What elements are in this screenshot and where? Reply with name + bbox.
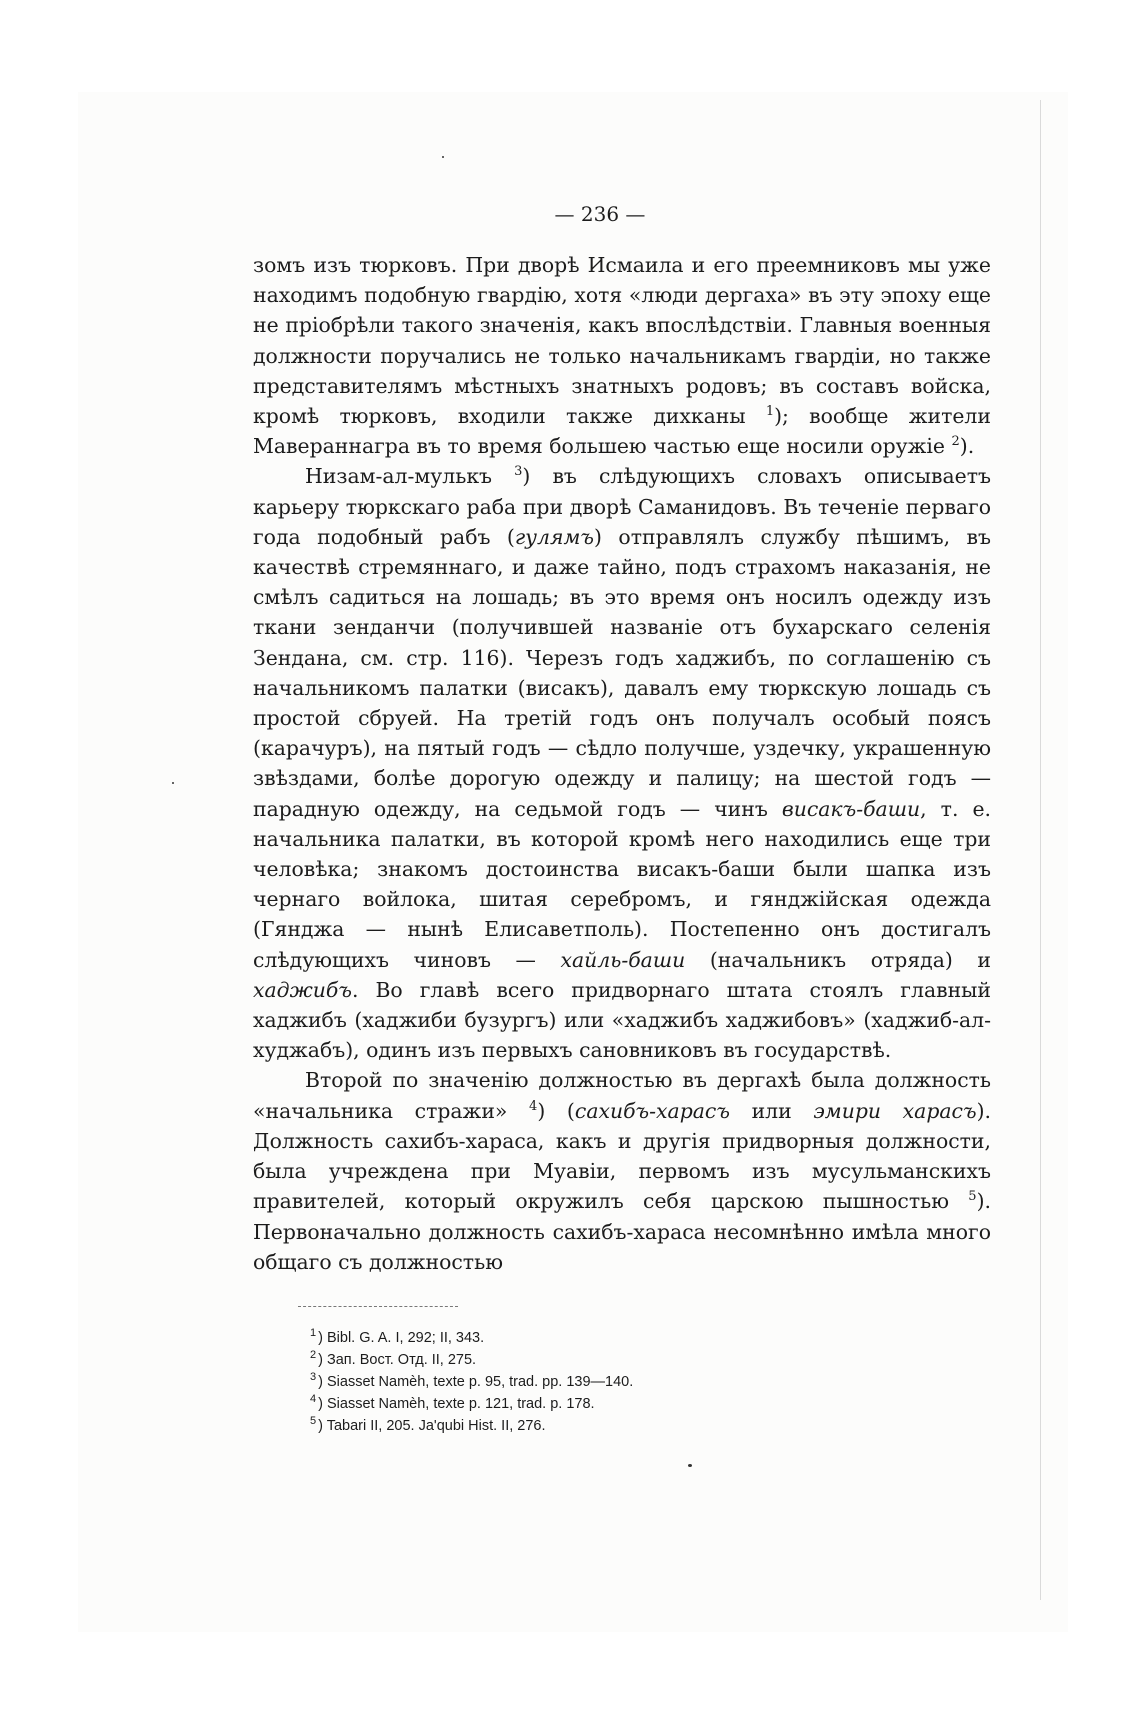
text-run: ) отправлялъ службу пѣшимъ, въ качествѣ стремяннаго, и даже тайно, подъ страхомъ наказанія, не смѣлъ садиться на лошадь; въ это время онъ носилъ одежду изъ ткани зенданчи (получившей названіе отъ бухарскаго селенія Зендана, см. стр. 116). Черезъ годъ хаджибъ, по соглашенію съ начальникомъ палатки (висакъ), давалъ ему тюркскую лошадь съ простой сбруей. На третій годъ онъ получалъ особый поясъ (карачуръ), на пятый годъ — сѣдло получше, уздечку, украшенную звѣздами, болѣе дорогую одежду и палицу; на шестой годъ — парадную одежду, на седьмой годъ — чинъ <box>253 524 991 821</box>
footnote-text: ) Bibl. G. A. I, 292; II, 343. <box>318 1330 485 1346</box>
italic-term: гулямъ <box>514 524 594 549</box>
text-run: , т. е. начальника палатки, въ которой кромѣ него находились еще три человѣка; знакомъ достоинства висакъ-баши были шапка изъ чернаго войлока, шитая серебромъ, и гянджійская одежда (Гянджа — нынѣ Елисаветполь). Постепенно онъ достигалъ слѣдующихъ чиновъ — <box>253 796 991 972</box>
italic-term: сахибъ-харасъ <box>574 1098 730 1123</box>
italic-term: хайль-баши <box>560 947 686 972</box>
italic-term: висакъ-баши <box>781 796 921 821</box>
footnote <box>310 1371 870 1393</box>
footnote-reference: 1 <box>765 404 775 420</box>
footnote-reference: 2 <box>951 434 960 450</box>
text-run: зомъ изъ тюрковъ. При дворѣ Исмаила и его преемниковъ мы уже находимъ подобную гвардію, хотя «люди дергаха» въ эту эпоху еще не пріобрѣли такого значенія, какъ впослѣдствіи. Главныя военныя должности поручались не только начальникамъ гвардіи, но также представителямъ мѣстныхъ знатныхъ родовъ; въ составъ войска, кромѣ тюрковъ, входили также дихканы <box>253 253 991 429</box>
footnote-text: ) Siasset Namèh, texte p. 95, trad. pp. 139—140. <box>318 1374 634 1390</box>
footnote-text: ) Siasset Namèh, texte p. 121, trad. p. 178. <box>318 1396 595 1412</box>
paragraph <box>253 250 991 461</box>
paragraph <box>253 1065 991 1276</box>
paragraph <box>253 461 991 1065</box>
scan-speck <box>172 782 174 784</box>
footnote <box>310 1415 870 1437</box>
footnote-mark: 3 <box>310 1371 317 1384</box>
body-text <box>253 250 991 1277</box>
italic-term: хаджибъ <box>253 977 352 1002</box>
text-run: (начальникъ отряда) и <box>685 947 991 972</box>
text-run: ). Первоначально должность сахибъ-хараса несомнѣнно имѣла много общаго съ должностью <box>253 1189 991 1274</box>
footnote-text: ) Зап. Вост. Отд. II, 275. <box>318 1352 477 1368</box>
text-run: или <box>729 1098 814 1123</box>
footnote-reference: 3 <box>514 464 523 480</box>
footnote-reference: 4 <box>529 1098 538 1114</box>
scan-speck <box>688 1464 692 1467</box>
footnote-mark: 1 <box>310 1327 317 1340</box>
text-run: ) ( <box>537 1098 575 1123</box>
footnote-mark: 4 <box>310 1393 317 1406</box>
text-run: . Во главѣ всего придворнаго штата стоялъ главный хаджибъ (хаджиби бузургъ) или «хаджибъ хаджибовъ» (хаджиб-ал-худжабъ), одинъ изъ первыхъ сановниковъ въ государствѣ. <box>253 977 991 1063</box>
footnote <box>310 1349 870 1371</box>
text-run: Низам-ал-мулькъ <box>305 464 515 489</box>
page-number: — 236 — <box>554 202 646 226</box>
footnote-mark: 2 <box>310 1349 317 1362</box>
page-edge-line <box>1040 100 1041 1600</box>
footnotes <box>310 1327 870 1437</box>
text-run: ). <box>959 434 975 459</box>
footnote-text: ) Tabari II, 205. Ja'qubi Hist. II, 276. <box>318 1418 546 1434</box>
footnote-separator <box>298 1306 458 1308</box>
footnote-mark: 5 <box>310 1415 317 1428</box>
italic-term: эмири харасъ <box>813 1098 977 1123</box>
text-run: ); вообще жители Мавераннагра въ то время большею частью еще носили оружіе <box>253 404 991 459</box>
text-run: ) въ слѣдующихъ словахъ описываетъ карьеру тюркскаго раба при дворѣ Саманидовъ. Въ теченіе перваго года подобный рабъ ( <box>253 464 991 549</box>
footnote <box>310 1393 870 1415</box>
footnote-reference: 5 <box>968 1189 977 1205</box>
text-run: Второй по значенію должностью въ дергахѣ была должность «начальника стражи» <box>253 1068 991 1123</box>
scan-speck <box>442 156 444 158</box>
footnote <box>310 1327 870 1349</box>
text-run: ). Должность сахибъ-хараса, какъ и другія придворныя должности, была учреждена при Муавіи, первомъ изъ мусульманскихъ правителей, который окружилъ себя царскою пышностью <box>253 1098 991 1214</box>
